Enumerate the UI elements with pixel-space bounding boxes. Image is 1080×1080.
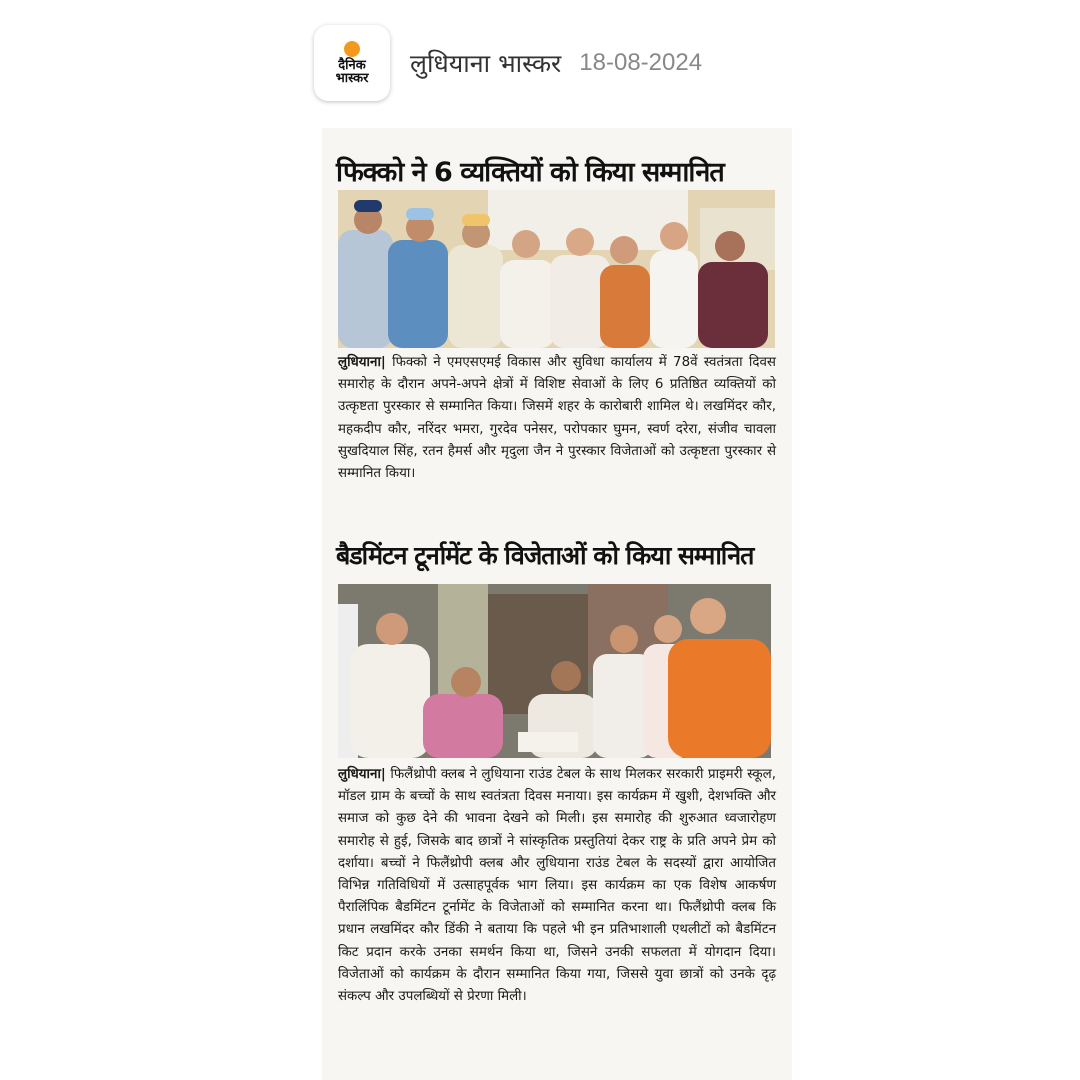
- article1-photo: [338, 190, 775, 348]
- article2-headline: बैडमिंटन टूर्नामेंट के विजेताओं को किया सम्मानित: [336, 541, 754, 570]
- logo-text-line2: भास्कर: [335, 71, 369, 86]
- award-photo-illustration: [338, 584, 771, 758]
- logo-text-line1: दैनिक: [338, 58, 366, 73]
- article2-text: फिलैंथ्रोपी क्लब ने लुधियाना राउंड टेबल के साथ मिलकर सरकारी प्राइमरी स्कूल, मॉडल ग्राम के बच्चों के साथ स्वतंत्रता दिवस मनाया। इस कार्यक्रम में खुशी, देशभक्ति और समाज को कुछ देने की भावना देखने को मिली। इस समारोह की शुरुआत ध्वजारोहण समारोह से हुई, जिसके बाद छात्रों ने सांस्कृतिक प्रस्तुतियां देकर राष्ट्र के प्रति अपने प्रेम को दर्शाया। बच्चों ने फिलैंथ्रोपी क्लब और लुधियाना राउंड टेबल के सदस्यों द्वारा आयोजित विभिन्न गतिविधियों में उत्साहपूर्वक भाग लिया। इस कार्यक्रम का एक विशेष आकर्षण पैरालिंपिक बैडमिंटन टूर्नामेंट के विजेताओं को सम्मानित करना था। फिलैंथ्रोपी क्लब कि प्रधान लखमिंदर कौर डिंकी ने बताया कि पहले भी इन प्रतिभाशाली एथलीटों को बैडमिंटन किट प्रदान करके उनका समर्थन किया था, जिसने उनकी सफलता में योगदान दिया। विजेताओं को कार्यक्रम के दौरान सम्मानित किया गया, जिससे युवा छात्रों को उनके दृढ़ संकल्प और उपलब्धियों से प्रेरणा मिली।: [338, 767, 776, 1005]
- article1-body: [338, 352, 776, 485]
- dainik-bhaskar-logo[interactable]: [314, 25, 390, 101]
- edition-name: लुधियाना भास्कर: [410, 49, 562, 78]
- header: [314, 24, 814, 102]
- sun-icon: [344, 41, 360, 57]
- article2-dateline: लुधियाना|: [338, 767, 386, 782]
- article1-headline: फिक्को ने 6 व्यक्तियों को किया सम्मानित: [336, 157, 724, 188]
- article2-body: [338, 764, 776, 1008]
- article1-dateline: लुधियाना|: [338, 355, 386, 370]
- article1-text: फिक्को ने एमएसएमई विकास और सुविधा कार्यालय में 78वें स्वतंत्रता दिवस समारोह के दौरान अपने-अपने क्षेत्रों में विशिष्ट सेवाओं के लिए 6 प्रतिष्ठित व्यक्तियों को उत्कृष्टता पुरस्कार से सम्मानित किया। जिसमें शहर के कारोबारी शामिल थे। लखमिंदर कौर, महकदीप कौर, नरिंदर भमरा, गुरदेव पनेसर, परोपकार घुमन, स्वर्ण दरेरा, संजीव चावला सुखदियाल सिंह, रतन हैमर्स और मृदुला जैन ने पुरस्कार विजेताओं को उत्कृष्टता पुरस्कार से सम्मानित किया।: [338, 355, 776, 482]
- article2-photo: [338, 584, 771, 758]
- group-photo-illustration: [338, 190, 775, 348]
- edition-date: 18-08-2024: [579, 49, 703, 76]
